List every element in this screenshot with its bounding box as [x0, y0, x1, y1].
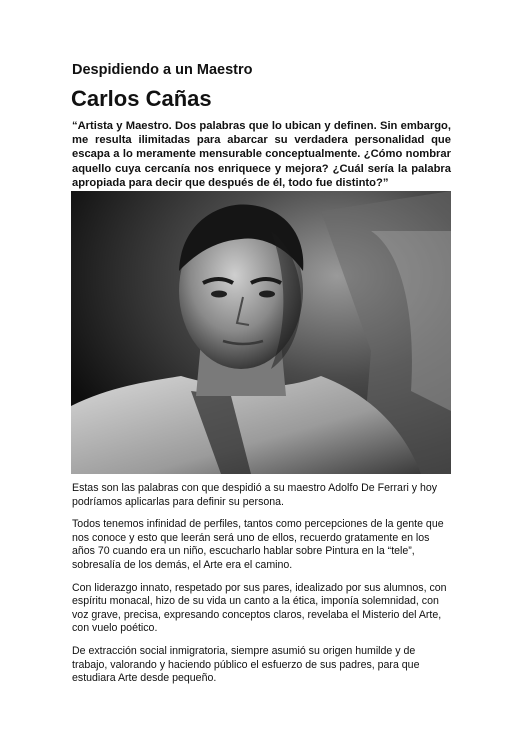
- body-paragraph-2: Todos tenemos infinidad de perfiles, tantos como percepciones de la gente que nos conoce y esto que leerán será uno de ellos, recuerdo gratamente en los años 70 cuando era un niño, escucharlo hablar sobre Pintura en la “tele”, sobresalía de los demás, el Arte era el camino.: [72, 518, 444, 571]
- article-lead-quote: “Artista y Maestro. Dos palabras que lo ubican y definen. Sin embargo, me resulta ilimitadas para abarcar su verdadera personalidad que escapa a lo meramente mensurable conceptualmente. ¿Cómo nombrar aquello cuya cercanía nos enriquece y mejora? ¿Cuál sería la palabra apropiada para decir que después de él, todo fue distinto?”: [72, 120, 451, 189]
- body-paragraph-1: Estas son las palabras con que despidió a su maestro Adolfo De Ferrari y hoy podríamos aplicarlas para definir su persona.: [72, 482, 438, 508]
- article-title: Carlos Cañas: [71, 86, 212, 111]
- portrait-illustration: [71, 191, 451, 474]
- body-paragraph-4: De extracción social inmigratoria, siempre asumió su origen humilde y de trabajo, valorando y haciendo público el esfuerzo de sus padres, para que estudiara Arte desde pequeño.: [72, 644, 420, 685]
- body-paragraph-3: Con liderazgo innato, respetado por sus pares, idealizado por sus alumnos, con espíritu monacal, hizo de su vida un canto a la ética, imponía solemnidad, con voz grave, precisa, expresando conceptos claros, revelaba el Misterio del Arte, con vuelo poético.: [72, 581, 447, 635]
- article-body: [72, 482, 452, 695]
- portrait-photo: [71, 191, 451, 474]
- article-kicker: Despidiendo a un Maestro: [72, 62, 253, 78]
